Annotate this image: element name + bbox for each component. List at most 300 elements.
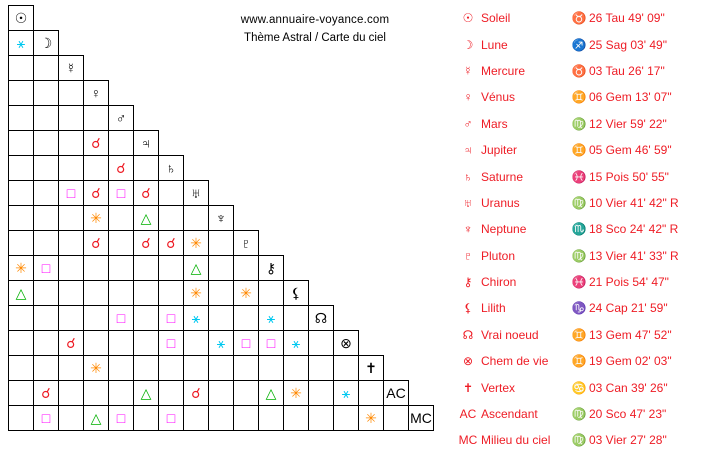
aspect-cell	[109, 181, 134, 206]
legend-row	[455, 5, 703, 31]
aspect-cell	[34, 81, 59, 106]
aspect-cell	[159, 231, 184, 256]
aspect-glyph-square: □	[166, 410, 176, 426]
grid-empty-cell	[209, 31, 234, 56]
zodiac-sign-icon: ♉	[571, 63, 587, 78]
aspect-cell	[159, 281, 184, 306]
aspect-cell	[9, 281, 34, 306]
grid-empty-cell	[359, 156, 384, 181]
grid-empty-cell	[284, 106, 309, 131]
grid-empty-cell	[259, 181, 284, 206]
aspect-glyph-semisextile: ✳	[15, 260, 27, 276]
aspect-cell	[109, 406, 134, 431]
planet-glyph-icon: ♇	[463, 248, 473, 263]
aspect-cell	[184, 306, 209, 331]
grid-empty-cell	[409, 56, 434, 81]
grid-empty-cell	[409, 331, 434, 356]
grid-empty-cell	[359, 256, 384, 281]
aspect-glyph-conjunction: ☌	[141, 185, 151, 201]
aspect-cell	[234, 356, 259, 381]
aspect-glyph-square: □	[266, 335, 276, 351]
legend-row	[455, 295, 703, 321]
aspect-cell	[259, 331, 284, 356]
grid-planet-vertex: ✝	[359, 356, 384, 381]
grid-empty-cell	[259, 156, 284, 181]
grid-empty-cell	[359, 281, 384, 306]
grid-empty-cell	[409, 81, 434, 106]
grid-planet-pluton: ♇	[234, 231, 259, 256]
grid-empty-cell	[384, 281, 409, 306]
aspect-cell	[109, 306, 134, 331]
grid-empty-cell	[309, 56, 334, 81]
grid-planet-uranus: ♅	[184, 181, 209, 206]
aspect-grid-row	[9, 256, 434, 281]
aspect-cell	[84, 106, 109, 131]
grid-empty-cell	[409, 6, 434, 31]
aspect-cell	[109, 331, 134, 356]
grid-empty-cell	[259, 206, 284, 231]
zodiac-sign-icon: ♍	[571, 248, 587, 263]
aspect-glyph-square: □	[41, 410, 51, 426]
grid-empty-cell	[334, 31, 359, 56]
grid-empty-cell	[234, 181, 259, 206]
planet-positions-table	[455, 5, 703, 454]
aspect-cell	[109, 356, 134, 381]
aspect-glyph-sextile: ⚹	[16, 35, 26, 51]
grid-empty-cell	[284, 231, 309, 256]
grid-empty-cell	[409, 231, 434, 256]
grid-planet-mercure: ☿	[59, 56, 84, 81]
aspect-cell	[34, 206, 59, 231]
aspect-cell	[34, 131, 59, 156]
grid-empty-cell	[309, 131, 334, 156]
grid-empty-cell	[234, 131, 259, 156]
grid-empty-cell	[384, 106, 409, 131]
aspect-cell	[34, 156, 59, 181]
grid-empty-cell	[359, 56, 384, 81]
aspect-cell	[34, 306, 59, 331]
grid-empty-cell	[259, 31, 284, 56]
aspect-cell	[209, 381, 234, 406]
grid-empty-cell	[159, 106, 184, 131]
aspect-cell	[34, 356, 59, 381]
aspect-cell	[134, 231, 159, 256]
aspect-cell	[59, 406, 84, 431]
grid-planet-vénus: ♀	[84, 81, 109, 106]
aspect-cell	[209, 331, 234, 356]
grid-empty-cell	[284, 81, 309, 106]
planet-glyph-icon: ♃	[463, 143, 473, 158]
grid-empty-cell	[334, 156, 359, 181]
grid-empty-cell	[84, 56, 109, 81]
aspect-cell	[284, 381, 309, 406]
grid-empty-cell	[284, 131, 309, 156]
aspect-glyph-square: □	[66, 185, 76, 201]
aspect-cell	[34, 56, 59, 81]
aspect-glyph-conjunction: ☌	[41, 385, 51, 401]
grid-empty-cell	[359, 31, 384, 56]
planet-name: Lune	[481, 37, 508, 52]
zodiac-sign-icon: ♍	[571, 433, 587, 448]
aspect-cell	[59, 156, 84, 181]
planet-name: Saturne	[481, 169, 524, 184]
zodiac-sign-icon: ♏	[571, 222, 587, 237]
zodiac-sign-icon: ♐	[571, 37, 587, 52]
grid-empty-cell	[259, 56, 284, 81]
grid-empty-cell	[109, 81, 134, 106]
legend-row	[455, 58, 703, 84]
aspect-cell	[84, 281, 109, 306]
grid-empty-cell	[334, 206, 359, 231]
aspect-grid-row	[9, 56, 434, 81]
aspect-cell	[9, 231, 34, 256]
aspect-glyph-sextile: ⚹	[216, 335, 226, 351]
grid-empty-cell	[384, 56, 409, 81]
aspect-cell	[84, 131, 109, 156]
aspect-cell	[259, 281, 284, 306]
grid-empty-cell	[59, 31, 84, 56]
aspect-glyph-conjunction: ☌	[91, 235, 101, 251]
aspect-cell	[59, 181, 84, 206]
legend-row	[455, 322, 703, 348]
aspect-cell	[359, 406, 384, 431]
grid-empty-cell	[209, 106, 234, 131]
aspect-grid-table	[8, 5, 434, 431]
grid-empty-cell	[84, 31, 109, 56]
grid-empty-cell	[334, 131, 359, 156]
planet-position: 03 Tau 26' 17"	[589, 63, 665, 78]
aspect-cell	[9, 56, 34, 81]
planet-position: 26 Tau 49' 09"	[589, 11, 665, 26]
aspect-cell	[59, 81, 84, 106]
planet-name: Chiron	[481, 275, 517, 290]
grid-empty-cell	[109, 56, 134, 81]
legend-row	[455, 163, 703, 189]
aspect-glyph-semisextile: ✳	[190, 235, 202, 251]
grid-empty-cell	[284, 156, 309, 181]
aspect-cell	[234, 331, 259, 356]
planet-position: 21 Pois 54' 47"	[589, 275, 669, 290]
planet-glyph-icon: ☽	[462, 37, 474, 52]
aspect-cell	[159, 381, 184, 406]
aspect-cell	[109, 256, 134, 281]
aspect-glyph-square: □	[116, 185, 126, 201]
aspect-grid-row	[9, 406, 434, 431]
grid-empty-cell	[209, 131, 234, 156]
aspect-cell	[9, 131, 34, 156]
aspect-cell	[109, 231, 134, 256]
aspect-cell	[159, 306, 184, 331]
aspect-cell	[59, 306, 84, 331]
aspect-cell	[284, 331, 309, 356]
grid-planet-chem-de-vie: ⊗	[334, 331, 359, 356]
aspect-cell	[9, 406, 34, 431]
aspect-cell	[334, 381, 359, 406]
grid-empty-cell	[284, 31, 309, 56]
grid-empty-cell	[209, 181, 234, 206]
aspect-cell	[109, 381, 134, 406]
grid-empty-cell	[109, 31, 134, 56]
grid-empty-cell	[184, 56, 209, 81]
aspect-cell	[34, 106, 59, 131]
legend-row	[455, 137, 703, 163]
aspect-glyph-conjunction: ☌	[66, 335, 76, 351]
aspect-cell	[134, 306, 159, 331]
aspect-grid-row	[9, 131, 434, 156]
aspect-glyph-trine: △	[140, 385, 152, 401]
aspect-cell	[34, 406, 59, 431]
grid-empty-cell	[409, 381, 434, 406]
aspect-cell	[309, 381, 334, 406]
grid-empty-cell	[84, 6, 109, 31]
grid-empty-cell	[234, 106, 259, 131]
grid-empty-cell	[284, 56, 309, 81]
planet-positions-legend	[455, 5, 703, 454]
zodiac-sign-icon: ♊	[571, 90, 587, 105]
grid-empty-cell	[234, 206, 259, 231]
grid-empty-cell	[384, 306, 409, 331]
zodiac-sign-icon: ♊	[571, 143, 587, 158]
aspect-cell	[109, 281, 134, 306]
aspect-cell	[284, 356, 309, 381]
zodiac-sign-icon: ♓	[571, 275, 587, 290]
grid-empty-cell	[309, 281, 334, 306]
grid-empty-cell	[309, 6, 334, 31]
grid-empty-cell	[259, 106, 284, 131]
legend-row	[455, 111, 703, 137]
aspect-cell	[9, 181, 34, 206]
zodiac-sign-icon: ♓	[571, 169, 587, 184]
grid-empty-cell	[334, 81, 359, 106]
planet-name: Uranus	[481, 195, 520, 210]
aspect-cell	[184, 381, 209, 406]
aspect-cell	[159, 356, 184, 381]
planet-name: Ascendant	[481, 407, 538, 422]
aspect-cell	[259, 381, 284, 406]
planet-position: 05 Gem 46' 59"	[589, 143, 672, 158]
grid-empty-cell	[134, 31, 159, 56]
aspect-cell	[84, 331, 109, 356]
planet-name: Pluton	[481, 248, 516, 263]
aspect-glyph-square: □	[241, 335, 251, 351]
grid-empty-cell	[359, 206, 384, 231]
grid-empty-cell	[409, 131, 434, 156]
grid-planet-mars: ♂	[109, 106, 134, 131]
zodiac-sign-icon: ♍	[571, 116, 587, 131]
grid-empty-cell	[309, 256, 334, 281]
grid-empty-cell	[359, 106, 384, 131]
aspect-cell	[9, 106, 34, 131]
aspect-grid	[8, 5, 434, 431]
aspect-cell	[134, 181, 159, 206]
aspect-cell	[284, 306, 309, 331]
aspect-cell	[84, 306, 109, 331]
grid-empty-cell	[334, 181, 359, 206]
grid-empty-cell	[384, 256, 409, 281]
aspect-cell	[84, 206, 109, 231]
aspect-cell	[334, 406, 359, 431]
grid-empty-cell	[184, 156, 209, 181]
grid-empty-cell	[209, 56, 234, 81]
grid-empty-cell	[384, 156, 409, 181]
grid-empty-cell	[384, 31, 409, 56]
legend-row	[455, 243, 703, 269]
grid-empty-cell	[234, 31, 259, 56]
planet-glyph-icon: ⊗	[462, 354, 474, 369]
aspect-cell	[359, 381, 384, 406]
grid-empty-cell	[359, 306, 384, 331]
legend-row	[455, 190, 703, 216]
legend-row	[455, 269, 703, 295]
aspect-cell	[59, 331, 84, 356]
aspect-grid-row	[9, 156, 434, 181]
planet-glyph-icon: ♄	[463, 169, 473, 184]
grid-empty-cell	[159, 131, 184, 156]
aspect-glyph-semisextile: ✳	[240, 285, 252, 301]
zodiac-sign-icon: ♋	[571, 380, 587, 395]
grid-empty-cell	[334, 231, 359, 256]
aspect-cell	[209, 306, 234, 331]
grid-empty-cell	[309, 206, 334, 231]
grid-empty-cell	[259, 131, 284, 156]
aspect-cell	[34, 256, 59, 281]
aspect-glyph-sextile: ⚹	[266, 310, 276, 326]
aspect-cell	[84, 381, 109, 406]
aspect-glyph-semisextile: ✳	[190, 285, 202, 301]
aspect-cell	[234, 306, 259, 331]
site-url: www.annuaire-voyance.com	[240, 14, 390, 26]
grid-empty-cell	[159, 81, 184, 106]
aspect-cell	[234, 381, 259, 406]
planet-name: Mercure	[481, 63, 526, 78]
aspect-cell	[184, 356, 209, 381]
grid-empty-cell	[409, 156, 434, 181]
grid-empty-cell	[234, 81, 259, 106]
aspect-glyph-trine: △	[15, 285, 27, 301]
aspect-cell	[309, 356, 334, 381]
grid-empty-cell	[409, 256, 434, 281]
aspect-cell	[109, 206, 134, 231]
aspect-glyph-semisextile: ✳	[90, 360, 102, 376]
legend-row	[455, 374, 703, 400]
grid-planet-vrai-noeud: ☊	[309, 306, 334, 331]
zodiac-sign-icon: ♍	[571, 407, 587, 422]
aspect-grid-row	[9, 181, 434, 206]
grid-empty-cell	[184, 106, 209, 131]
aspect-cell	[34, 281, 59, 306]
grid-empty-cell	[409, 206, 434, 231]
planet-name: Milieu du ciel	[481, 433, 551, 448]
planet-glyph-icon: ☿	[463, 63, 473, 78]
aspect-cell	[9, 306, 34, 331]
grid-empty-cell	[359, 331, 384, 356]
planet-position: 12 Vier 59' 22"	[589, 116, 667, 131]
grid-planet-ascendant: AC	[384, 381, 409, 406]
planet-name: Chem de vie	[481, 354, 549, 369]
grid-planet-chiron: ⚷	[259, 256, 284, 281]
aspect-cell	[184, 281, 209, 306]
grid-planet-milieu-du-ciel: MC	[409, 406, 434, 431]
grid-empty-cell	[359, 6, 384, 31]
aspect-cell	[134, 331, 159, 356]
grid-empty-cell	[134, 81, 159, 106]
aspect-cell	[9, 381, 34, 406]
zodiac-sign-icon: ♉	[571, 11, 587, 26]
aspect-cell	[84, 356, 109, 381]
zodiac-sign-icon: ♑	[571, 301, 587, 316]
grid-empty-cell	[359, 131, 384, 156]
zodiac-sign-icon: ♍	[571, 195, 587, 210]
planet-position: 03 Can 39' 26"	[589, 380, 668, 395]
planet-position: 18 Sco 24' 42" R	[589, 222, 679, 237]
grid-planet-lilith: ⚸	[284, 281, 309, 306]
aspect-grid-row	[9, 31, 434, 56]
grid-empty-cell	[234, 156, 259, 181]
aspect-cell	[109, 156, 134, 181]
grid-empty-cell	[409, 181, 434, 206]
aspect-cell	[9, 331, 34, 356]
grid-empty-cell	[384, 356, 409, 381]
planet-glyph-icon: ☊	[462, 327, 474, 342]
aspect-grid-row	[9, 306, 434, 331]
legend-row	[455, 348, 703, 374]
planet-name: Mars	[481, 116, 508, 131]
grid-planet-lune: ☽	[34, 31, 59, 56]
grid-empty-cell	[284, 206, 309, 231]
planet-position: 13 Vier 41' 33" R	[589, 248, 679, 263]
grid-planet-neptune: ♆	[209, 206, 234, 231]
grid-empty-cell	[159, 31, 184, 56]
grid-empty-cell	[309, 181, 334, 206]
aspect-cell	[184, 256, 209, 281]
aspect-grid-row	[9, 356, 434, 381]
grid-empty-cell	[259, 231, 284, 256]
aspect-glyph-sextile: ⚹	[291, 335, 301, 351]
grid-empty-cell	[409, 281, 434, 306]
planet-glyph-icon: ♅	[463, 195, 473, 210]
aspect-cell	[234, 256, 259, 281]
aspect-cell	[84, 181, 109, 206]
aspect-cell	[34, 331, 59, 356]
aspect-grid-row	[9, 106, 434, 131]
aspect-grid-row	[9, 206, 434, 231]
aspect-cell	[134, 256, 159, 281]
aspect-cell	[159, 331, 184, 356]
grid-empty-cell	[309, 231, 334, 256]
grid-empty-cell	[409, 356, 434, 381]
aspect-glyph-sextile: ⚹	[341, 385, 351, 401]
aspect-glyph-conjunction: ☌	[116, 160, 126, 176]
grid-empty-cell	[334, 281, 359, 306]
grid-empty-cell	[409, 106, 434, 131]
aspect-cell	[84, 231, 109, 256]
planet-glyph-icon: ⚷	[463, 275, 473, 290]
aspect-cell	[134, 356, 159, 381]
aspect-cell	[59, 256, 84, 281]
aspect-cell	[134, 406, 159, 431]
grid-empty-cell	[34, 6, 59, 31]
zodiac-sign-icon: ♊	[571, 327, 587, 342]
aspect-cell	[159, 256, 184, 281]
legend-row	[455, 31, 703, 57]
aspect-cell	[9, 356, 34, 381]
grid-empty-cell	[334, 306, 359, 331]
grid-empty-cell	[384, 131, 409, 156]
aspect-glyph-sextile: ⚹	[191, 310, 201, 326]
aspect-cell	[209, 281, 234, 306]
aspect-cell	[259, 356, 284, 381]
aspect-cell	[59, 356, 84, 381]
